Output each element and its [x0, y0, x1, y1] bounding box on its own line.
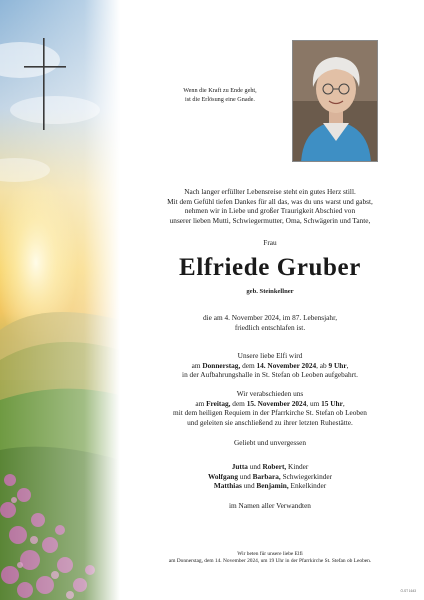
quote-line: Wenn die Kraft zu Ende geht,: [183, 87, 257, 94]
text-fragment: und: [237, 471, 253, 481]
portrait-photo: [292, 40, 378, 162]
text-fragment: und: [241, 481, 257, 491]
family-entry: [120, 481, 420, 491]
family-name: Barbara,: [252, 471, 281, 481]
text-fragment: , ab: [316, 360, 329, 370]
mass-line: und geleiten sie anschließend zu ihrer letzten Ruhestätte.: [187, 417, 353, 427]
viewing-line: in der Aufbahrungshalle in St. Stefan ob Leoben aufgebahrt.: [182, 370, 358, 380]
mass-line: [120, 399, 420, 409]
intro-line: nehmen wir in Liebe und großer Traurigkeit Abschied von: [184, 206, 356, 216]
deceased-name: Elfriede Gruber: [179, 254, 361, 281]
mass-time: 15 Uhr: [321, 398, 343, 408]
text-fragment: dem: [230, 398, 247, 408]
family-entry: [120, 462, 420, 472]
family-name: Benjamin,: [256, 481, 289, 491]
viewing-date: 14. November 2024: [256, 360, 317, 370]
intro-line: unserer lieben Mutti, Schwiegermutter, Oma, Schwägerin und Tante,: [169, 215, 371, 225]
text-fragment: dem: [240, 360, 257, 370]
relatives-line: im Namen aller Verwandten: [229, 501, 311, 510]
cross-icon: [22, 38, 72, 130]
quote-line: ist die Erlösung eine Gnade.: [185, 95, 255, 103]
death-notice: [120, 313, 420, 332]
birth-name: geb. Steinkellner: [246, 288, 294, 295]
print-code: Ö-ST 1643: [400, 589, 416, 593]
mass-day: Freitag,: [206, 398, 231, 408]
viewing-day: Donnerstag,: [202, 360, 241, 370]
death-line: die am 4. November 2024, im 87. Lebensjahr,: [202, 313, 338, 322]
remembrance-line: Geliebt und unvergessen: [233, 438, 306, 447]
viewing-info: [120, 351, 420, 380]
mass-info: [120, 389, 420, 427]
family-entry: [120, 472, 420, 482]
title-prefix: Frau: [263, 238, 277, 247]
family-list: [120, 462, 420, 491]
text-fragment: am: [195, 398, 207, 408]
text-fragment: und: [247, 462, 263, 471]
viewing-line: [120, 361, 420, 371]
death-line: friedlich entschlafen ist.: [234, 322, 306, 332]
mass-line: Wir verabschieden uns: [236, 389, 304, 398]
prayer-line: Wir beten für unsere liebe Elfi: [237, 551, 303, 557]
family-name: Jutta: [231, 462, 248, 471]
family-role: Enkelkinder: [288, 481, 327, 491]
mass-line: mit dem heiligen Requiem in der Pfarrkirche St. Stefan ob Leoben: [173, 408, 367, 418]
family-role: Kinder: [286, 462, 309, 471]
family-name: Matthias: [213, 481, 242, 491]
text-fragment: ,: [342, 398, 345, 408]
family-role: Schwiegerkinder: [280, 471, 333, 481]
text-fragment: , um: [306, 398, 322, 408]
family-name: Wolfgang: [207, 471, 238, 481]
intro-text: [120, 187, 420, 225]
viewing-time: 9 Uhr: [328, 360, 347, 370]
memorial-quote: [150, 87, 290, 104]
intro-line: Nach langer erfüllter Lebensreise steht ein gutes Herz still.: [184, 187, 356, 196]
intro-line: Mit dem Gefühl tiefen Dankes für all das, was du uns warst und gabst,: [167, 196, 373, 206]
prayer-notice: [120, 551, 420, 566]
mass-date: 15. November 2024: [246, 398, 307, 408]
text-fragment: ,: [346, 360, 349, 370]
viewing-line: Unsere liebe Elfi wird: [237, 351, 303, 360]
prayer-line: am Donnerstag, dem 14. November 2024, um 19 Uhr in der Pfarrkirche St. Stefan ob Leoben.: [168, 558, 372, 565]
family-name: Robert,: [262, 462, 287, 471]
text-fragment: am: [191, 360, 203, 370]
